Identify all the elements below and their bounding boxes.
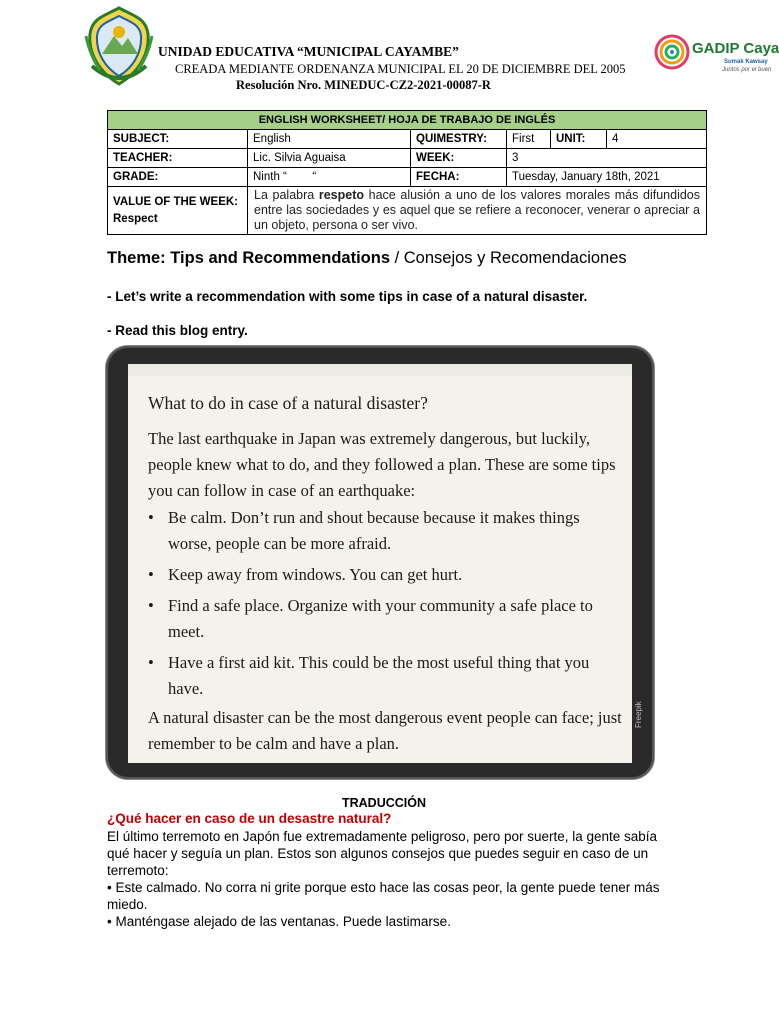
- theme-main: Theme: Tips and Recommendations: [107, 249, 390, 267]
- value-text-start: La palabra: [254, 188, 319, 202]
- blog-title: What to do in case of a natural disaster?: [148, 393, 428, 413]
- translation-title: TRADUCCIÓN: [341, 796, 427, 810]
- theme-subtitle: Consejos y Recomendaciones: [403, 249, 627, 267]
- gadip-logo-tagline-2: Juntos por el buen: [722, 67, 772, 73]
- instruction-read: - Read this blog entry.: [107, 323, 248, 338]
- value-text-keyword: respeto: [318, 188, 365, 202]
- value-of-week-name: Respect: [113, 212, 158, 225]
- translation-tip: • Este calmado. No corra ni grite porque esto hace las cosas peor, la gente puede tener más miedo.: [107, 880, 660, 912]
- translation-tip: • Manténgase alejado de las ventanas. Puede lastimarse.: [107, 914, 451, 929]
- freepik-watermark: Freepik: [634, 701, 643, 728]
- subject-value: English: [248, 130, 411, 149]
- school-name: UNIDAD EDUCATIVA “MUNICIPAL CAYAMBE”: [158, 44, 459, 59]
- gadip-logo-tagline: Sumak Kawsay: [724, 59, 768, 65]
- tablet-status-bar: [128, 364, 632, 376]
- teacher-label: TEACHER:: [108, 149, 248, 168]
- translation-intro: El último terremoto en Japón fue extremadamente peligroso, pero por suerte, la gente sabía qué hacer y seguía un plan. Estos son algunos consejos que puedes seguir en caso de un terremoto:: [107, 829, 658, 878]
- week-value: 3: [507, 149, 707, 168]
- blog-tip: • Have a first aid kit. This could be the most useful thing that you have.: [148, 650, 624, 702]
- value-text-rest: hace alusión a uno de los valores morales más difundidos entre las sociedades y es aquel que se refiere a reconocer, venerar o apreciar a un objeto, persona o ser vivo.: [254, 188, 700, 232]
- quimestry-value: First: [507, 130, 551, 149]
- gadip-logo-name: GADIP Caya: [692, 40, 779, 57]
- blog-tip: • Find a safe place. Organize with your community a safe place to meet.: [148, 593, 624, 645]
- unit-value: 4: [607, 130, 707, 149]
- translation-body: [107, 828, 667, 930]
- worksheet-heading: ENGLISH WORKSHEET/ HOJA DE TRABAJO DE INGLÉS: [108, 111, 707, 130]
- school-resolution: Resolución Nro. MINEDUC-CZ2-2021-00087-R: [236, 78, 491, 92]
- instruction-write: - Let’s write a recommendation with some tips in case of a natural disaster.: [107, 289, 588, 304]
- week-label: WEEK:: [411, 149, 507, 168]
- teacher-value: Lic. Silvia Aguaisa: [248, 149, 411, 168]
- quimestry-label: QUIMESTRY:: [411, 130, 507, 149]
- school-crest-logo: [84, 6, 154, 88]
- blog-tip: • Keep away from windows. You can get hurt.: [148, 562, 624, 588]
- grade-value: Ninth “ “: [248, 168, 411, 187]
- theme-separator: /: [390, 249, 404, 267]
- gadip-logo: [650, 30, 779, 80]
- worksheet-info-table: [107, 110, 707, 235]
- blog-tips-list: [148, 505, 624, 707]
- theme-heading: [107, 249, 627, 268]
- subject-label: SUBJECT:: [108, 130, 248, 149]
- grade-label: GRADE:: [108, 168, 248, 187]
- translation-question: ¿Qué hacer en caso de un desastre natural?: [107, 811, 392, 826]
- value-of-week-description: [248, 187, 707, 235]
- blog-tip: • Be calm. Don’t run and shout because because it makes things worse, people can be more afraid.: [148, 505, 624, 557]
- school-creation-note: CREADA MEDIANTE ORDENANZA MUNICIPAL EL 20 DE DICIEMBRE DEL 2005: [175, 62, 626, 76]
- value-of-week-cell: [108, 187, 248, 235]
- fecha-label: FECHA:: [411, 168, 507, 187]
- unit-label: UNIT:: [551, 130, 607, 149]
- blog-intro: The last earthquake in Japan was extremely dangerous, but luckily, people knew what to do, and they followed a plan. These are some tips you can follow in case of an earthquake:: [148, 429, 616, 500]
- fecha-value: Tuesday, January 18th, 2021: [507, 168, 707, 187]
- blog-conclusion: A natural disaster can be the most dangerous event people can face; just remember to be calm and have a plan.: [148, 708, 622, 753]
- value-of-week-label: VALUE OF THE WEEK:: [113, 195, 239, 208]
